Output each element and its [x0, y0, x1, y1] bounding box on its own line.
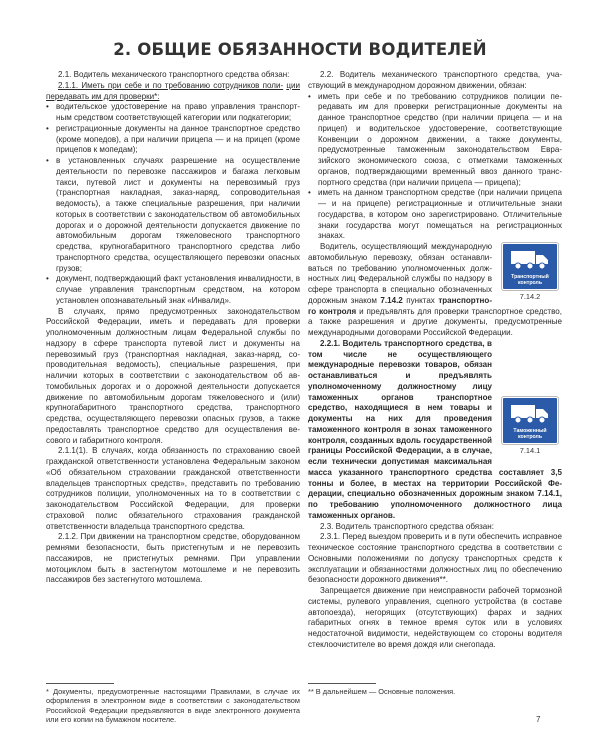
sign-number: 7.14.1 [519, 445, 541, 455]
footnote-divider [308, 683, 376, 684]
list-item: • иметь при себе и по требованию сотрудников полиции передавать им для проверки регистрационные документы на данное транспортное средство (при наличии прицепа — и на прицеп) и водительское удостоверение, соответствующие Конвенции о дорожном движении, а также документы, предусмотренные таможенным законодательством Евразийского экономического союза, с отметками таможенных органов, подтверждающими временный ввоз данного транспортного средства (при наличии прицепа — прицепа); [308, 92, 562, 189]
truck-icon [510, 249, 550, 271]
page-number: 7 [536, 715, 541, 724]
sign-label: Транспортный контроль [511, 274, 549, 286]
sign-label: Таможенный контроль [513, 427, 547, 440]
text-run: пунктах [402, 295, 439, 305]
text-run: и предъявлять для проверки транспортное средство, а также разрешения и другие документы, предусмотренные международными договорами Российской Федерации. [308, 306, 562, 337]
list-item: • в установленных случаях разрешение на осуществление деятельности по перевозке пассажиров и багажа легковым такси, путевой лист и документы на перевозимый груз (транспортная накладная, заказ-наряд, сопроводительная ведомость), а также специальные разрешения, при наличии которых в соответствии с законодательством об автомобильных дорогах и о дорожной деятельности допускается движение по автомобильным дорогам тяжеловесного транспортного средства, крупногабаритного транспортного средства либо транспортного средства, осуществляющего перевозки опасных грузов; [46, 156, 300, 274]
section-2-1-1-rest: ции передавать им для проверки*: [46, 80, 300, 101]
section-2-3-1: 2.3.1. Перед выездом проверить и в пути обеспечить исправное техническое состояние транспортного средства в соответствии с Основными положениями по допуску транспортных средств к эксплуатации и обязанностями должностных лиц по обеспечению безопасности дорожного движения**. [308, 532, 562, 585]
section-2-2: 2.2. Водитель механического транспортного средства, участвующий в международном дорожном движении, обязан: [308, 70, 562, 90]
sign-ref: 7.14.2 [380, 295, 403, 305]
footnote-left: * Документы, предусмотренные настоящими Правилами, в случае их оформления в электронном виде в соответствии с законодательством Российской Федерации предъявляются в виде электронного документа или его копии на бумажном носителе. [46, 687, 300, 724]
paragraph: В случаях, прямо предусмотренных законодательством Российской Федерации, иметь и передавать для проверки уполномоченным должностным лицам Федеральной службы по надзору в сфере транспорта путевой лист и документы на перевозимый груз (транспортная накладная, заказ-наряд, сопроводительная ведомость), специальные разрешения, при наличии которых в соответствии с законодательством об автомобильных дорогах и о дорожной деятельности допускается движение по автомобильным дорогам тяжеловесного и (или) крупногабаритного транспортного средства, транспортного средства, осуществляющего перевозки опасных грузов, а также предоставлять транспортное средство для осуществления весового и габаритного контроля. [46, 306, 300, 445]
footnote-right: ** В дальнейшем — Основные положения. [308, 687, 456, 696]
road-sign-7-14-2 [498, 243, 562, 303]
left-column [46, 70, 300, 586]
paragraph: Запрещается движение при неисправности рабочей тормозной системы, рулевого управления, сцепного устройства (в составе автопоезда), негорящих (отсутствующих) фарах и задних габаритных огнях в темное время суток или в условиях недостаточной видимости, недействующем со стороны водителя стеклоочистителе во время дождя или снегопада. [308, 586, 562, 649]
footnote-divider [46, 683, 114, 684]
sign-number: 7.14.2 [519, 292, 541, 301]
section-2-1: 2.1. Водитель механического транспортного средства обязан: [58, 70, 290, 79]
page-title: 2. ОБЩИЕ ОБЯЗАННОСТИ ВОДИТЕЛЕЙ [113, 40, 487, 59]
text-run: Водитель, осуществляющий международную автомобильную перевозку, обязан останавливаться по требованию уполномоченных должностных лиц Федеральной службы по надзору в сфере транспорта в специально обозначенных дорожным знаком [308, 242, 492, 305]
bold-term: транспортного контроля [308, 295, 492, 316]
right-column [308, 70, 562, 651]
list-item: • иметь на данном транспортном средстве (при наличии прицепа — и на прицепе) регистрационные и отличительные знаки государства, в котором оно зарегистрировано. Отличительные знаки государства могут помещаться на регистрационных знаках. [308, 188, 562, 242]
list-item: • документ, подтверждающий факт установления инвалидности, в случае управления транспортным средством, на котором установлен опознавательный знак «Инвалид». [46, 274, 300, 306]
section-2-1-1 [46, 81, 300, 103]
section-2-1-1-1: 2.1.1(1). В случаях, когда обязанность по страхованию своей гражданской ответственности установлена Федеральным законом «Об обязательном страховании гражданской ответственности владельцев транспортных средств», представить по требованию сотрудников полиции, уполномоченных на то в соответствии с законодательством Российской Федерации, для проверки страховой полис обязательного страхования гражданской ответственности владельца транспортного средства. [46, 446, 300, 531]
section-2-3: 2.3. Водитель транспортного средства обязан: [320, 521, 494, 531]
section-2-1-2: 2.1.2. При движении на транспортном средстве, оборудованном ремнями безопасности, быть пристегнутым и не перевозить пассажиров, не пристегнутых ремнями. При управлении мотоциклом быть в застегнутом мотошлеме и не перевозить пассажиров без застегнутого мотошлема. [46, 532, 300, 585]
section-2-2-1: 2.2.1. Водитель транспортного средства, в том числе не осуществляющего международные перевозки товаров, обязан останавливаться и предъявлять уполномоченному должностному лицу таможенных органов транспортное средство, находящиеся в нем товары и документы на них для проведения таможенного контроля в зонах таможенного контроля, созданных вдоль государственной границы Российской Федерации, а в случае, если технически допустимая максимальная масса указанного транспортного средства составляет 3,5 тонны и более, в местах на территории Российской Федерации, специально обозначенных дорожным знаком 7.14.1, по требованию уполномоченного должностного лица таможенных органов. [308, 338, 562, 520]
list-item: • водительское удостоверение на право управления транспортным средством соответствующей категории или подкатегории; [46, 102, 300, 124]
road-sign-7-14-1 [498, 397, 562, 457]
list-item: • регистрационные документы на данное транспортное средство (кроме мопедов), а при наличии прицепа — и на прицеп (кроме прицепов к мопедам); [46, 124, 300, 156]
section-2-1-1-lead: 2.1.1. Иметь при себе и по требованию сотрудников поли- [58, 80, 284, 90]
truck-icon [510, 403, 550, 425]
customs-control-sign [502, 397, 558, 444]
transport-control-sign [502, 243, 558, 290]
